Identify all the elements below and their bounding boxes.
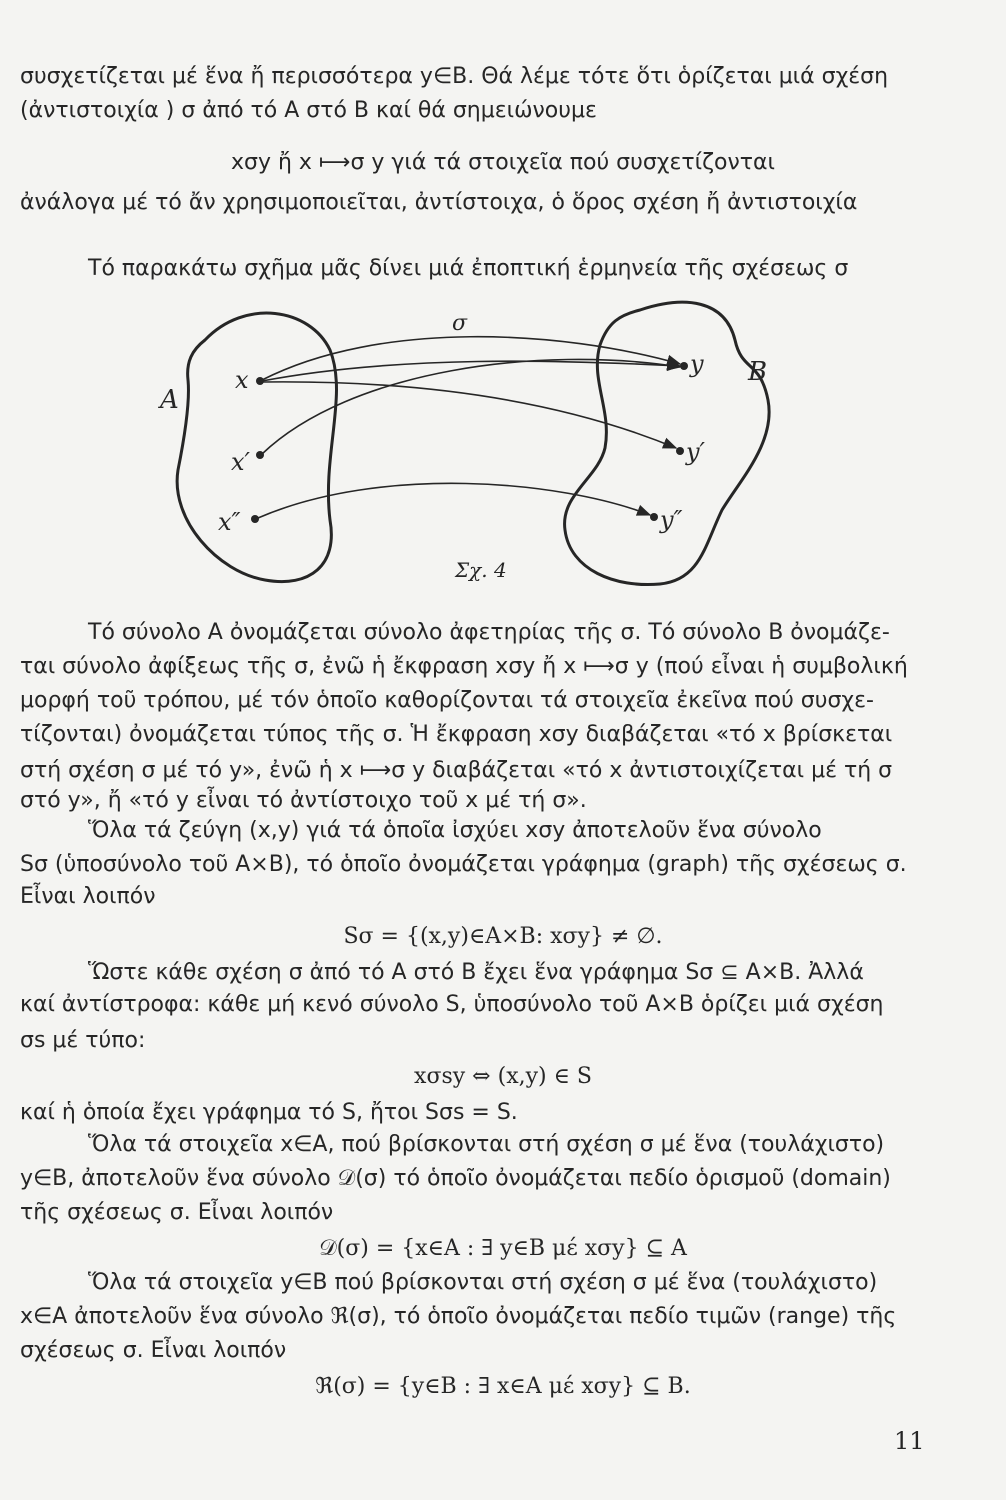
point-x-double-prime [251, 515, 259, 523]
point-x-prime [256, 451, 264, 459]
figure-caption: Σχ. 4 [455, 558, 507, 582]
text-line-2: (ἀντιστοιχία ) σ ἀπό τό A στό B καί θά σημειώνουμε [20, 98, 597, 123]
arrow-x-to-y-prime [262, 382, 676, 448]
label-x: x [235, 366, 249, 394]
paragraph-line-6: στό y», ἤ «τό y εἶναι τό ἀντίστοιχο τοῦ x μέ τή σ». [20, 788, 587, 813]
arrow-x-double-prime-to-y-double-prime [258, 483, 650, 518]
range-formula: ℜ(σ) = {y∈B : ∃ x∈A μέ xσy} ⊆ B. [315, 1374, 691, 1399]
label-set-a: A [160, 385, 179, 415]
domain-formula: 𝒟(σ) = {x∈A : ∃ y∈B μέ xσy} ⊆ A [319, 1236, 687, 1261]
paragraph-line-14: Ὅλα τά στοιχεῖα x∈A, πού βρίσκονται στή σχέση σ μέ ἕνα (τουλάχιστο) [88, 1132, 885, 1157]
arrow-x-prime-to-y [262, 359, 680, 454]
paragraph-line-18: x∈A ἀποτελοῦν ἕνα σύνολο ℜ(σ), τό ὁποῖο ὀνομάζεται πεδίο τιμῶν (range) τῆς [20, 1304, 897, 1329]
paragraph-line-19: σχέσεως σ. Εἶναι λοιπόν [20, 1338, 287, 1363]
paragraph-line-11: καί ἀντίστροφα: κάθε μή κενό σύνολο S, ὑποσύνολο τοῦ A×B ὁρίζει μιά σχέση [20, 992, 884, 1017]
paragraph-line-2: ται σύνολο ἀφίξεως τῆς σ, ἐνῶ ἡ ἔκφραση xσy ἤ x ⟼σ y (πού εἶναι ἡ συμβολική [20, 654, 908, 679]
point-y [680, 362, 688, 370]
set-a-outline [177, 313, 336, 582]
paragraph-line-8: Sσ (ὑποσύνολο τοῦ A×B), τό ὁποῖο ὀνομάζεται γράφημα (graph) τῆς σχέσεως σ. [20, 852, 907, 877]
point-x [256, 377, 264, 385]
text-line-4: ἀνάλογα μέ τό ἄν χρησιμοποιεῖται, ἀντίστοιχα, ὁ ὅρος σχέση ἤ ἀντιστοιχία [20, 190, 858, 215]
paragraph-line-10: Ὥστε κάθε σχέση σ ἀπό τό A στό B ἔχει ἕνα γράφημα Sσ ⊆ A×B. Ἀλλά [88, 960, 864, 985]
set-b-outline [565, 302, 770, 584]
label-sigma: σ [452, 311, 468, 336]
label-y: y [690, 350, 704, 378]
label-y-prime: y′ [686, 438, 706, 466]
paragraph-line-3: μορφή τοῦ τρόπου, μέ τόν ὁποῖο καθορίζονται τά στοιχεῖα ἐκεῖνα πού συσχε- [20, 688, 874, 713]
graph-formula: Sσ = {(x,y)∈A×B: xσy} ≠ ∅. [343, 924, 663, 949]
paragraph-line-16: τῆς σχέσεως σ. Εἶναι λοιπόν [20, 1200, 334, 1225]
figure-intro: Τό παρακάτω σχῆμα μᾶς δίνει μιά ἐποπτική ἑρμηνεία τῆς σχέσεως σ [88, 256, 849, 281]
label-x-double-prime: x″ [218, 508, 241, 536]
page-number: 11 [894, 1427, 925, 1455]
paragraph-line-7: Ὅλα τά ζεύγη (x,y) γιά τά ὁποῖα ἰσχύει xσy ἀποτελοῦν ἕνα σύνολο [88, 818, 822, 843]
paragraph-line-12: σs μέ τύπο: [20, 1028, 146, 1053]
arrow-x-to-y-lower [262, 361, 680, 381]
relation-diagram [0, 0, 1006, 620]
paragraph-line-4: τίζονται) ὀνομάζεται τύπος τῆς σ. Ἡ ἔκφραση xσy διαβάζεται «τό x βρίσκεται [20, 722, 893, 747]
paragraph-line-1: Τό σύνολο A ὀνομάζεται σύνολο ἀφετηρίας τῆς σ. Τό σύνολο B ὀνομάζε- [88, 620, 890, 645]
relation-formula: xσsy ⇔ (x,y) ∈ S [414, 1064, 592, 1089]
paragraph-line-15: y∈B, ἀποτελοῦν ἕνα σύνολο 𝒟(σ) τό ὁποῖο ὀνομάζεται πεδίο ὁρισμοῦ (domain) [20, 1166, 891, 1191]
paragraph-line-13: καί ἡ ὁποία ἔχει γράφημα τό S, ἤτοι Sσs = S. [20, 1100, 518, 1125]
label-set-b: B [748, 357, 768, 387]
label-y-double-prime: y″ [660, 506, 683, 534]
label-x-prime: x′ [231, 448, 250, 476]
point-y-prime [676, 447, 684, 455]
paragraph-line-17: Ὅλα τά στοιχεῖα y∈B πού βρίσκονται στή σχέση σ μέ ἕνα (τουλάχιστο) [88, 1270, 878, 1295]
text-line-1: συσχετίζεται μέ ἕνα ἤ περισσότερα y∈B. Θά λέμε τότε ὅτι ὁρίζεται μιά σχέση [20, 64, 889, 89]
notation-line: xσy ἤ x ⟼σ y γιά τά στοιχεῖα πού συσχετίζονται [231, 150, 775, 175]
point-y-double-prime [650, 513, 658, 521]
paragraph-line-9: Εἶναι λοιπόν [20, 884, 156, 909]
paragraph-line-5: στή σχέση σ μέ τό y», ἐνῶ ἡ x ⟼σ y διαβάζεται «τό x ἀντιστοιχίζεται μέ τή σ [20, 758, 893, 783]
